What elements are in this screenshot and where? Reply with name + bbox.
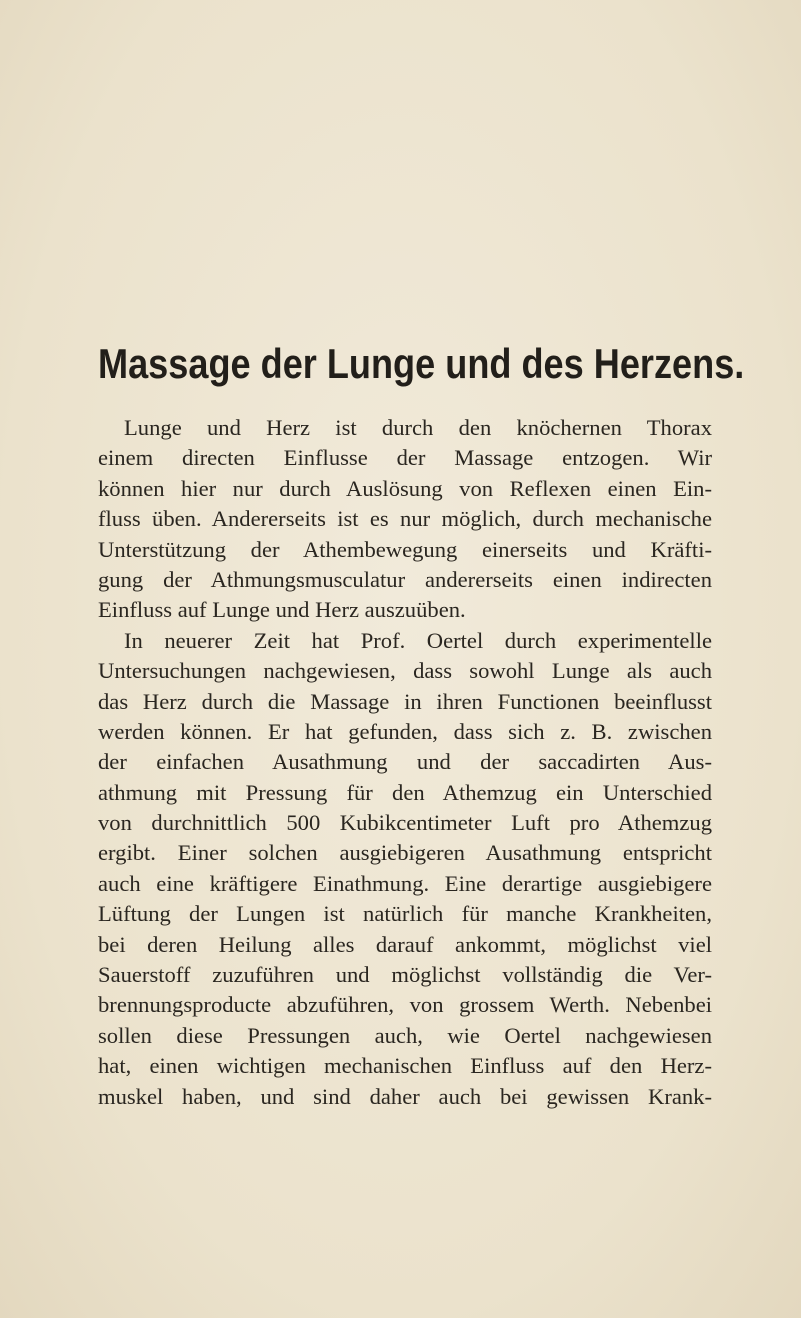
text-line: werden können. Er hat gefunden, dass sich z. B. zwischen	[98, 718, 712, 744]
text-line: Untersuchungen nachgewiesen, dass sowohl Lunge als auch	[98, 658, 712, 684]
text-line: das Herz durch die Massage in ihren Functionen beeinflusst	[98, 688, 712, 714]
text-line: gung der Athmungsmusculatur andererseits einen indirecten	[98, 566, 712, 592]
text-line: fluss üben. Andererseits ist es nur möglich, durch mechanische	[98, 506, 712, 532]
text-line: athmung mit Pressung für den Athemzug ein Unterschied	[98, 779, 712, 805]
text-line: hat, einen wichtigen mechanischen Einfluss auf den Herz-	[98, 1053, 712, 1079]
text-line: können hier nur durch Auslösung von Reflexen einen Ein-	[98, 475, 712, 501]
body-text	[98, 413, 712, 1112]
text-line: Unterstützung der Athembewegung einerseits und Kräfti-	[98, 536, 712, 562]
text-line: Lunge und Herz ist durch den knöchernen Thorax	[124, 415, 712, 440]
text-line: Lüftung der Lungen ist natürlich für manche Krankheiten,	[98, 901, 712, 927]
text-line: auch eine kräftigere Einathmung. Eine derartige ausgiebigere	[98, 870, 712, 896]
chapter-heading: Massage der Lunge und des Herzens.	[98, 340, 745, 387]
text-line: sollen diese Pressungen auch, wie Oertel nachgewiesen	[98, 1022, 712, 1048]
text-line: Einfluss auf Lunge und Herz auszuüben.	[98, 597, 466, 623]
text-line: muskel haben, und sind daher auch bei gewissen Krank-	[98, 1083, 712, 1109]
text-line: In neuerer Zeit hat Prof. Oertel durch experimentelle	[124, 627, 712, 653]
text-line: einem directen Einflusse der Massage entzogen. Wir	[98, 445, 712, 471]
text-line: Sauerstoff zuzuführen und möglichst vollständig die Ver-	[98, 962, 712, 988]
text-line: brennungsproducte abzuführen, von grossem Werth. Nebenbei	[98, 992, 712, 1018]
text-line: der einfachen Ausathmung und der saccadirten Aus-	[98, 749, 712, 775]
text-line: ergibt. Einer solchen ausgiebigeren Ausathmung entspricht	[98, 840, 712, 866]
text-line: bei deren Heilung alles darauf ankommt, möglichst viel	[98, 931, 712, 957]
text-line: von durchnittlich 500 Kubikcentimeter Luft pro Athemzug	[98, 810, 712, 836]
